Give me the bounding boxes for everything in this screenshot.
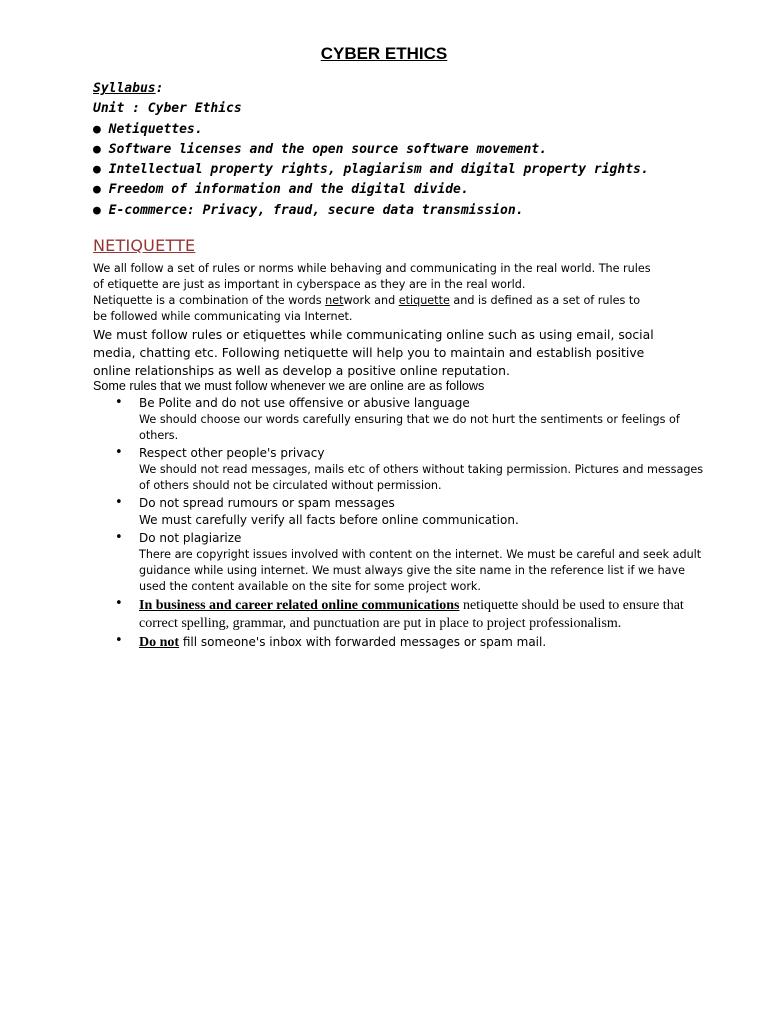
syllabus-item: ● Software licenses and the open source software movement. (93, 141, 547, 157)
syllabus-label: Syllabus (93, 81, 156, 96)
list-item (93, 633, 713, 651)
syllabus-block (93, 79, 733, 221)
definition-paragraph: Netiquette is a combination of the words network and etiquette and is defined as a set of rules to be followed while communicating via Internet. (93, 294, 641, 323)
intro-paragraph: We all follow a set of rules or norms while behaving and communicating in the real world. The rules of etiquette are just as important in cyberspace as they are in the real world. (93, 262, 651, 291)
rule-description: We should not read messages, mails etc of others without taking permission. Pictures and messages of others should not be circulated without permission. (139, 463, 704, 492)
rule-title: Respect other people's privacy (139, 446, 325, 460)
rule-text: Do not fill someone's inbox with forwarded messages or spam mail. (139, 635, 547, 650)
guidance-paragraph: We must follow rules or etiquettes while communicating online such as using email, social media, chatting etc. Following netiquette will help you to maintain and establish positive online relationships as well as develop a positive online reputation. (93, 327, 654, 378)
bullet-icon: • (115, 530, 123, 545)
bullet-icon: • (115, 445, 123, 460)
rule-text: In business and career related online communications netiquette should be used to ensure that correct spelling, grammar, and punctuation are put in place to project professionalism. (139, 598, 684, 631)
list-item (93, 596, 713, 632)
rule-title: Be Polite and do not use offensive or abusive language (139, 396, 470, 410)
bullet-icon: • (115, 395, 123, 410)
list-item (93, 395, 713, 444)
syllabus-item: ● Netiquettes. (93, 121, 203, 137)
syllabus-label-colon: : (155, 81, 164, 96)
list-item (93, 530, 713, 595)
rule-description: We must carefully verify all facts before online communication. (139, 513, 519, 527)
syllabus-label-line (93, 79, 733, 99)
rule-title: Do not plagiarize (139, 531, 242, 545)
syllabus-unit: Unit : Cyber Ethics (93, 101, 242, 117)
bullet-icon: • (115, 596, 123, 611)
rules-list (93, 395, 713, 651)
bullet-icon: • (115, 495, 123, 510)
section-heading: NETIQUETTE (93, 236, 196, 255)
syllabus-item: ● Intellectual property rights, plagiarism and digital property rights. (93, 162, 649, 178)
rule-description: We should choose our words carefully ensuring that we do not hurt the sentiments or feelings of others. (139, 413, 680, 442)
rule-description: There are copyright issues involved with content on the internet. We must be careful and seek adult guidance while using internet. We must always give the site name in the reference list if we have used the content available on the site for some project work. (139, 548, 702, 593)
list-item (93, 495, 713, 529)
rule-title: Do not spread rumours or spam messages (139, 496, 395, 510)
syllabus-item: ● E-commerce: Privacy, fraud, secure data transmission. (93, 202, 524, 218)
rules-intro: Some rules that we must follow whenever we are online are as follows (93, 379, 485, 393)
list-item (93, 445, 713, 494)
page-title: CYBER ETHICS (320, 44, 448, 63)
syllabus-item: ● Freedom of information and the digital divide. (93, 182, 469, 198)
bullet-icon: • (115, 633, 123, 648)
